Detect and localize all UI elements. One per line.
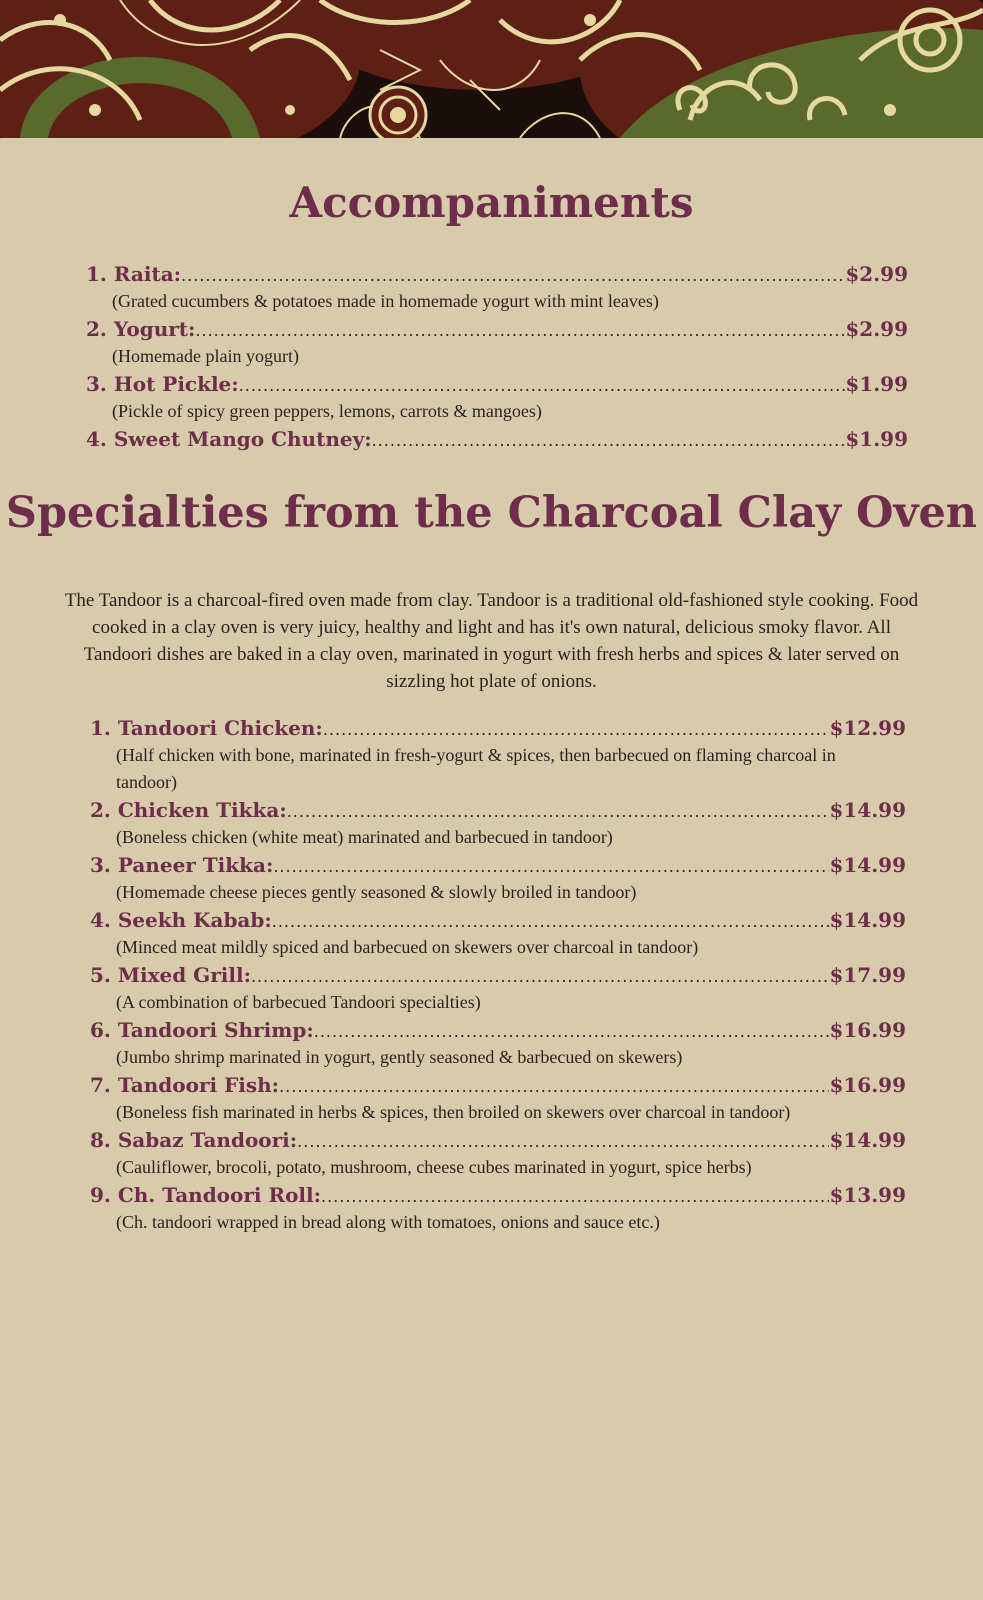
item-description: (Homemade cheese pieces gently seasoned & slowly broiled in tandoor): [116, 882, 637, 902]
item-description: (Minced meat mildly spiced and barbecued on skewers over charcoal in tandoor): [116, 937, 699, 957]
dot-leader: [287, 798, 830, 826]
item-name: 1. Tandoori Chicken:: [90, 716, 323, 740]
item-description: (A combination of barbecued Tandoori specialties): [116, 992, 481, 1012]
menu-item: [86, 315, 908, 343]
dot-leader: [314, 1018, 830, 1046]
item-price: $14.99: [829, 908, 906, 932]
item-description: (Homemade plain yogurt): [112, 346, 299, 366]
item-description: (Grated cucumbers & potatoes made in homemade yogurt with mint leaves): [112, 291, 659, 311]
item-price: $16.99: [829, 1018, 906, 1042]
item-description: (Jumbo shrimp marinated in yogurt, gently seasoned & barbecued on skewers): [116, 1047, 683, 1067]
dot-leader: [323, 716, 830, 744]
item-price: $14.99: [829, 1128, 906, 1152]
item-name: 4. Seekh Kabab:: [90, 908, 272, 932]
item-price: $1.99: [845, 372, 908, 396]
tandoor-list: [90, 714, 906, 1236]
dot-leader: [297, 1128, 829, 1156]
menu-item: [90, 1126, 906, 1154]
dot-leader: [181, 262, 845, 290]
decorative-paisley-banner: [0, 0, 983, 138]
item-price: $12.99: [829, 716, 906, 740]
menu-item: [90, 851, 906, 879]
menu-item: [90, 796, 906, 824]
item-name: 9. Ch. Tandoori Roll:: [90, 1183, 321, 1207]
dot-leader: [239, 372, 846, 400]
item-description: (Ch. tandoori wrapped in bread along with tomatoes, onions and sauce etc.): [116, 1212, 660, 1232]
item-price: $16.99: [829, 1073, 906, 1097]
item-description: (Boneless fish marinated in herbs & spices, then broiled on skewers over charcoal in tandoor): [116, 1102, 791, 1122]
accompaniments-list: [86, 260, 908, 453]
item-name: 7. Tandoori Fish:: [90, 1073, 280, 1097]
menu-item: [90, 1016, 906, 1044]
item-name: 1. Raita:: [86, 262, 182, 286]
item-name: 2. Yogurt:: [86, 317, 196, 341]
item-description: (Boneless chicken (white meat) marinated and barbecued in tandoor): [116, 827, 613, 847]
tandoor-heading: Specialties from the Charcoal Clay Oven: [5, 488, 978, 538]
menu-item: [86, 370, 908, 398]
item-name: 2. Chicken Tikka:: [90, 798, 287, 822]
item-price: $1.99: [845, 427, 908, 451]
item-name: 8. Sabaz Tandoori:: [90, 1128, 298, 1152]
item-name: 6. Tandoori Shrimp:: [90, 1018, 314, 1042]
item-name: 5. Mixed Grill:: [90, 963, 251, 987]
item-price: $14.99: [829, 853, 906, 877]
item-price: $13.99: [829, 1183, 906, 1207]
menu-item: [90, 906, 906, 934]
item-description: (Cauliflower, brocoli, potato, mushroom, cheese cubes marinated in yogurt, spice herbs): [116, 1157, 752, 1177]
menu-item: [90, 1181, 906, 1209]
item-description: (Half chicken with bone, marinated in fresh-yogurt & spices, then barbecued on flaming charcoal in tandoor): [116, 745, 836, 792]
menu-item: [90, 961, 906, 989]
menu-item: [86, 260, 908, 288]
item-description: (Pickle of spicy green peppers, lemons, carrots & mangoes): [112, 401, 542, 421]
item-name: 3. Paneer Tikka:: [90, 853, 274, 877]
dot-leader: [321, 1183, 829, 1211]
dot-leader: [273, 853, 829, 881]
dot-leader: [279, 1073, 829, 1101]
item-price: $14.99: [829, 798, 906, 822]
menu-item: [86, 425, 908, 453]
dot-leader: [272, 908, 830, 936]
item-name: 4. Sweet Mango Chutney:: [86, 427, 372, 451]
item-name: 3. Hot Pickle:: [86, 372, 239, 396]
dot-leader: [195, 317, 845, 345]
item-price: $2.99: [845, 262, 908, 286]
dot-leader: [251, 963, 829, 991]
dot-leader: [372, 427, 846, 455]
item-price: $2.99: [845, 317, 908, 341]
tandoor-intro: The Tandoor is a charcoal-fired oven made from clay. Tandoor is a traditional old-fashioned style cooking. Food cooked in a clay oven is very juicy, healthy and light and has it's own natural, delicious smoky flavor. All Tandoori dishes are baked in a clay oven, marinated in yogurt with fresh herbs and spices & later served on sizzling hot plate of onions.: [64, 590, 919, 692]
menu-item: [90, 714, 906, 742]
accompaniments-heading: Accompaniments: [289, 178, 694, 227]
menu-item: [90, 1071, 906, 1099]
item-price: $17.99: [829, 963, 906, 987]
